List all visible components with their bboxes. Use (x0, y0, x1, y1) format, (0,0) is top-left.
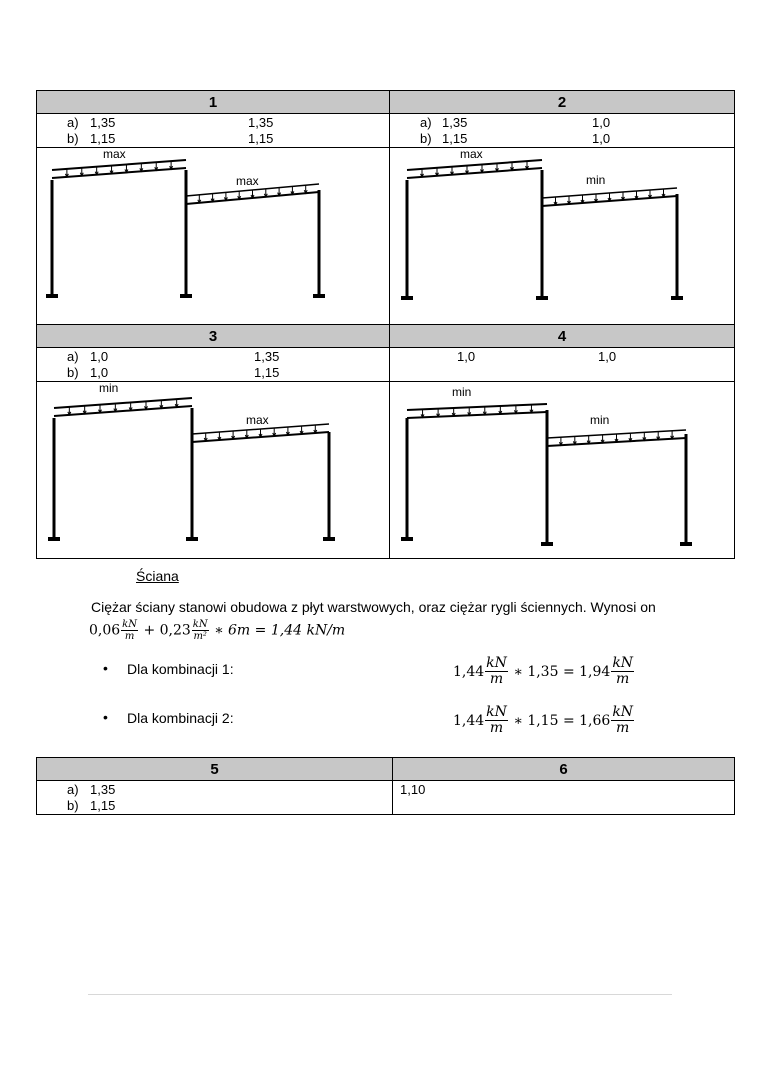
cell-3-a-left: 1,0 (90, 349, 109, 364)
cell-4-header: 4 (390, 325, 735, 348)
comb1-unit (485, 656, 508, 688)
cell-4-right-value: 1,0 (598, 349, 617, 364)
wall-formula-v2: 0,23 (159, 622, 191, 639)
frame-4-right-load-label: min (590, 413, 610, 427)
comb2-result: 1,66 (579, 712, 611, 729)
cell-3-header: 3 (37, 325, 390, 348)
cell-5-a-label: a) (67, 782, 79, 797)
frame-1-right-load-label: max (236, 174, 259, 188)
frame-1-structure (46, 160, 325, 296)
comb2-unit-num: kN (486, 704, 507, 720)
cell-1-values (37, 114, 390, 148)
frame-diagram-4 (390, 382, 735, 558)
comb2-result-unit (611, 705, 634, 737)
wall-formula-unit1 (121, 619, 138, 642)
frame-1-load-arrows (65, 161, 172, 177)
cell-5-b-value: 1,15 (90, 798, 116, 813)
frame-2-left-load-label: max (460, 148, 483, 161)
frame-3-right-load-label: max (246, 413, 269, 427)
frame-4-left-load-label: min (452, 385, 472, 399)
cell-3-values (37, 348, 390, 382)
wall-formula-plus: + (143, 622, 156, 639)
frame-2-structure (401, 160, 683, 298)
frames-table (36, 90, 735, 559)
frame-4-structure (401, 404, 692, 544)
cell-1-b-label: b) (67, 131, 79, 146)
unit2-den: m² (193, 631, 207, 642)
cell-5-values (37, 781, 393, 815)
cell-3-a-label: a) (67, 349, 79, 364)
comb2-result-unit-num: kN (612, 704, 634, 720)
wall-formula-unit2 (192, 619, 209, 642)
cell-1-header: 1 (37, 91, 390, 114)
comb1-base: 1,44 (453, 663, 485, 680)
comb1-result: 1,94 (579, 663, 611, 680)
combination-1-label: Dla kombinacji 1: (127, 661, 234, 677)
cell-2-b-label: b) (420, 131, 432, 146)
unit1-num: kN (122, 619, 137, 630)
comb1-unit-den: m (489, 671, 504, 688)
frame-4-load-arrows-right (559, 431, 673, 445)
cell-2-values (390, 114, 735, 148)
frame-3-left-load-label: min (99, 382, 119, 395)
frame-diagram-2 (390, 148, 735, 316)
frame-1-left-load-label: max (103, 148, 126, 161)
wall-formula-v1: 0,06 (89, 622, 121, 639)
frame-diagram-1 (37, 148, 390, 316)
cell-2-b-left: 1,15 (442, 131, 468, 146)
cell-4-values (390, 348, 735, 382)
comb2-unit-den: m (489, 720, 504, 737)
wall-formula-rest: ∗ 6m = 1,44 kN/m (214, 622, 346, 639)
bottom-table (36, 757, 735, 815)
combination-2-formula (453, 705, 635, 737)
cell-2-a-right: 1,0 (592, 115, 611, 130)
cell-1-a-label: a) (67, 115, 79, 130)
cell-3-b-left: 1,0 (90, 365, 109, 380)
cell-6-value: 1,10 (400, 782, 426, 797)
cell-5-b-label: b) (67, 798, 79, 813)
comb1-result-unit-den: m (616, 671, 630, 688)
footer-divider (88, 994, 672, 995)
frame-2-load-arrows-right (554, 189, 665, 205)
comb2-unit (485, 705, 508, 737)
frame-2-load-arrows (421, 161, 529, 177)
cell-4-diagram (390, 382, 735, 559)
cell-2-b-right: 1,0 (592, 131, 611, 146)
frame-diagram-3 (37, 382, 390, 558)
frame-3-load-arrows-right (204, 425, 317, 441)
cell-2-header: 2 (390, 91, 735, 114)
comb1-result-unit (611, 656, 634, 688)
comb1-result-unit-num: kN (612, 655, 634, 671)
cell-1-a-left: 1,35 (90, 115, 116, 130)
comb2-base: 1,44 (453, 712, 485, 729)
frame-3-load-arrows (68, 399, 178, 415)
wall-section-title: Ściana (136, 568, 179, 584)
cell-3-b-right: 1,15 (254, 365, 280, 380)
combination-1-formula (453, 656, 635, 688)
wall-description: Ciężar ściany stanowi obudowa z płyt warstwowych, oraz ciężar rygli ściennych. Wynosi on (91, 599, 656, 615)
cell-3-b-label: b) (67, 365, 79, 380)
cell-3-diagram (37, 382, 390, 559)
cell-5-header: 5 (37, 758, 393, 781)
frame-3-structure (48, 398, 335, 539)
comb2-result-unit-den: m (616, 720, 630, 737)
comb1-factor: ∗ 1,35 = (513, 663, 575, 680)
cell-4-left-value: 1,0 (457, 349, 476, 364)
cell-2-a-left: 1,35 (442, 115, 468, 130)
comb1-unit-num: kN (486, 655, 507, 671)
cell-5-a-value: 1,35 (90, 782, 116, 797)
cell-1-b-left: 1,15 (90, 131, 116, 146)
bullet-icon: • (103, 709, 108, 725)
unit1-den: m (124, 631, 135, 642)
cell-1-a-right: 1,35 (248, 115, 274, 130)
cell-2-a-label: a) (420, 115, 432, 130)
cell-3-a-right: 1,35 (254, 349, 280, 364)
frame-2-right-load-label: min (586, 173, 606, 187)
cell-1-diagram (37, 148, 390, 325)
cell-6-values (393, 781, 735, 815)
comb2-factor: ∗ 1,15 = (513, 712, 575, 729)
cell-2-diagram (390, 148, 735, 325)
cell-6-header: 6 (393, 758, 735, 781)
wall-formula (89, 619, 345, 642)
cell-1-b-right: 1,15 (248, 131, 274, 146)
combination-2-label: Dla kombinacji 2: (127, 710, 234, 726)
bullet-icon: • (103, 660, 108, 676)
unit2-num: kN (192, 619, 208, 630)
